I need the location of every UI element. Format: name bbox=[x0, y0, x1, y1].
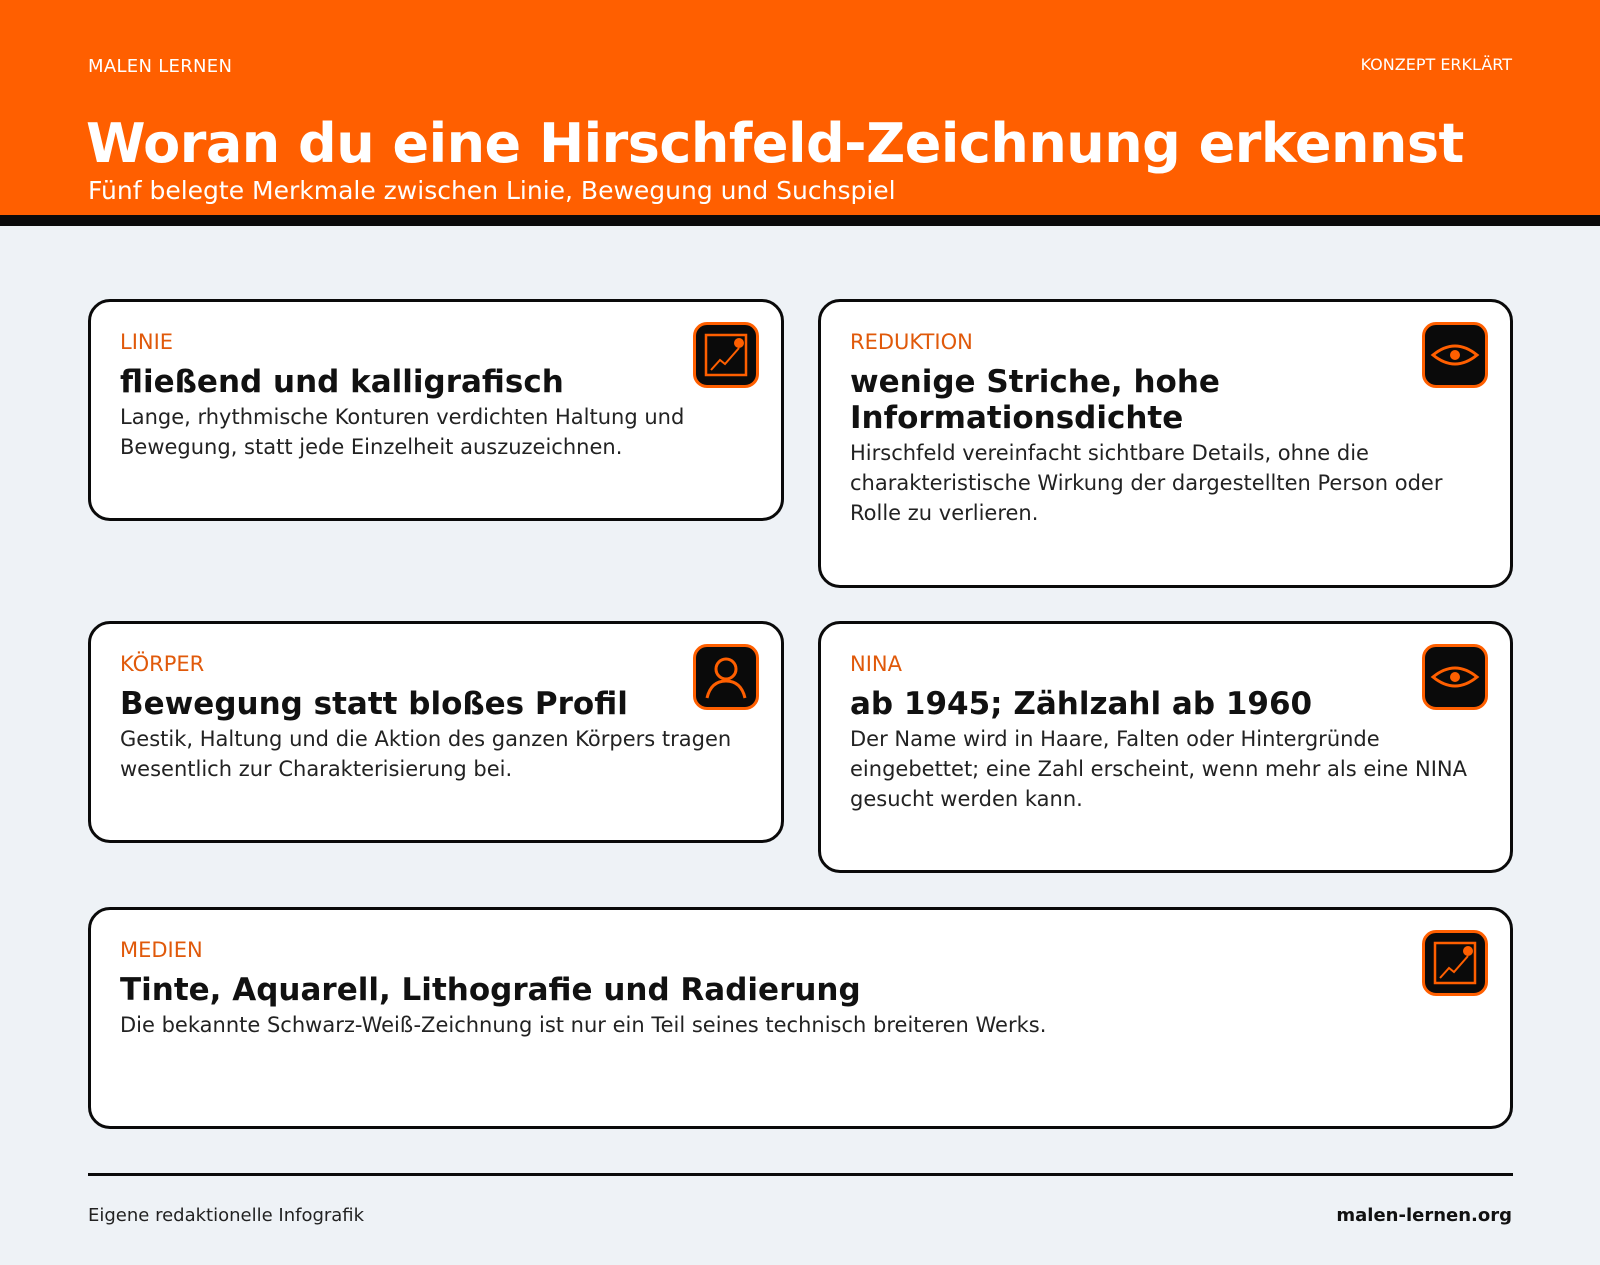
card-kicker: LINIE bbox=[120, 330, 174, 354]
card-kicker: NINA bbox=[850, 652, 902, 676]
eye-icon bbox=[1422, 644, 1488, 710]
feature-card-linie bbox=[88, 299, 784, 521]
header-banner bbox=[0, 0, 1600, 226]
card-text: Hirschfeld vereinfacht sichtbare Details, ohne die charakteristische Wirkung der dargestellten Person oder Rolle zu verlieren. bbox=[850, 441, 1443, 525]
feature-card-koerper bbox=[88, 621, 784, 843]
image-chart-icon bbox=[693, 322, 759, 388]
card-kicker: KÖRPER bbox=[120, 652, 205, 676]
card-text: Der Name wird in Haare, Falten oder Hintergründe eingebettet; eine Zahl erscheint, wenn mehr als eine NINA gesucht werden kann. bbox=[850, 727, 1468, 811]
card-text: Gestik, Haltung und die Aktion des ganzen Körpers tragen wesentlich zur Charakterisierung bei. bbox=[120, 727, 732, 781]
brand-label: MALEN LERNEN bbox=[88, 56, 233, 77]
card-heading: Bewegung statt bloßes Profil bbox=[120, 686, 628, 722]
feature-card-medien bbox=[88, 907, 1513, 1129]
page-title: Woran du eine Hirschfeld-Zeichnung erkennst bbox=[86, 112, 1464, 175]
card-heading: Tinte, Aquarell, Lithografie und Radierung bbox=[120, 972, 861, 1008]
image-chart-icon bbox=[1422, 930, 1488, 996]
footer-site-link[interactable]: malen-lernen.org bbox=[1336, 1205, 1512, 1226]
card-text: Lange, rhythmische Konturen verdichten Haltung und Bewegung, statt jede Einzelheit auszuzeichnen. bbox=[120, 405, 685, 459]
footer-source: Eigene redaktionelle Infografik bbox=[88, 1205, 365, 1226]
feature-card-nina bbox=[818, 621, 1513, 873]
card-text: Die bekannte Schwarz-Weiß-Zeichnung ist nur ein Teil seines technisch breiteren Werks. bbox=[120, 1013, 1047, 1037]
card-heading: wenige Striche, hohe Informationsdichte bbox=[850, 364, 1220, 436]
category-tag: KONZEPT ERKLÄRT bbox=[1360, 55, 1512, 74]
card-heading: ab 1945; Zählzahl ab 1960 bbox=[850, 686, 1313, 722]
card-kicker: REDUKTION bbox=[850, 330, 973, 354]
card-kicker: MEDIEN bbox=[120, 938, 203, 962]
feature-card-reduktion bbox=[818, 299, 1513, 588]
card-heading: fließend und kalligrafisch bbox=[120, 364, 564, 400]
eye-icon bbox=[1422, 322, 1488, 388]
page-subtitle: Fünf belegte Merkmale zwischen Linie, Bewegung und Suchspiel bbox=[88, 176, 896, 205]
footer-divider bbox=[88, 1173, 1513, 1176]
person-icon bbox=[693, 644, 759, 710]
